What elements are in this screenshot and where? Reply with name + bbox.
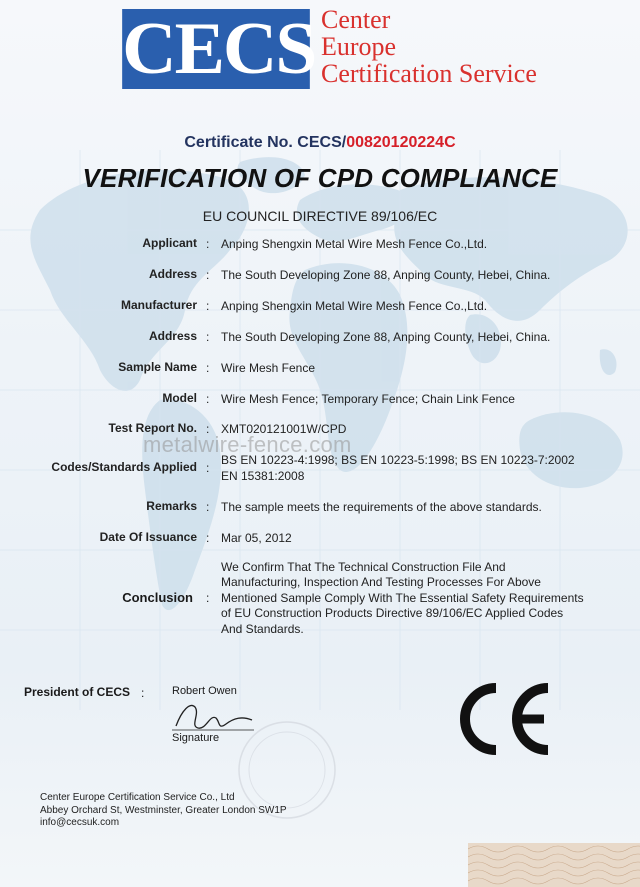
conclusion-line: We Confirm That The Technical Construction File And xyxy=(221,560,506,574)
standards-line: BS EN 10223-4:1998; BS EN 10223-5:1998; BS EN 10223-7:2002 xyxy=(221,453,575,467)
president-name: Robert Owen xyxy=(172,685,237,697)
conclusion-label: Conclusion xyxy=(122,590,193,605)
field-colon: : xyxy=(206,361,210,375)
issuer-footer xyxy=(40,792,287,830)
page-title: VERIFICATION OF CPD COMPLIANCE xyxy=(82,163,558,193)
field-value-manufacturer-address: The South Developing Zone 88, Anping County, Hebei, China. xyxy=(221,330,551,344)
certificate-number xyxy=(0,134,640,152)
certificate-number-value: 00820120224C xyxy=(346,134,456,151)
field-colon: : xyxy=(206,461,210,475)
field-value-test-report: XMT020121001W/CPD xyxy=(221,422,347,436)
field-label-model: Model xyxy=(162,391,197,405)
guilloche-border xyxy=(468,843,640,887)
field-value-address: The South Developing Zone 88, Anping County, Hebei, China. xyxy=(221,268,551,282)
signature-label: Signature xyxy=(172,732,220,744)
field-colon: : xyxy=(206,237,210,251)
conclusion-line: And Standards. xyxy=(221,621,304,636)
field-value-date: Mar 05, 2012 xyxy=(221,531,292,545)
cecs-logo: CECS xyxy=(122,8,316,90)
field-value-sample-name: Wire Mesh Fence xyxy=(221,361,316,375)
footer-address: Abbey Orchard St, Westminster, Greater London SW1P xyxy=(40,804,287,816)
conclusion-line: Mentioned Sample Comply With The Essential Safety Requirements xyxy=(221,590,584,605)
standards-line: EN 15381:2008 xyxy=(221,469,305,483)
conclusion-line: Manufacturing, Inspection And Testing Processes For Above xyxy=(221,575,541,590)
field-label-standards: Codes/Standards Applied xyxy=(51,460,197,474)
logo-word-europe: Europe xyxy=(321,32,397,61)
field-value-manufacturer: Anping Shengxin Metal Wire Mesh Fence Co.,Ltd. xyxy=(221,299,488,313)
field-label-date: Date Of Issuance xyxy=(99,530,197,544)
field-colon: : xyxy=(206,500,210,514)
field-colon: : xyxy=(206,268,210,282)
directive-subtitle: EU COUNCIL DIRECTIVE 89/106/EC xyxy=(202,208,438,224)
field-colon: : xyxy=(206,422,210,436)
field-colon: : xyxy=(141,686,145,700)
logo-word-center: Center xyxy=(321,5,391,34)
field-label-remarks: Remarks xyxy=(146,499,197,513)
ce-mark-icon xyxy=(448,680,554,758)
certificate-number-prefix: Certificate No. CECS/ xyxy=(184,134,347,151)
field-value-applicant: Anping Shengxin Metal Wire Mesh Fence Co.,Ltd. xyxy=(221,237,488,251)
footer-email: info@cecsuk.com xyxy=(40,817,120,828)
field-colon: : xyxy=(206,531,210,545)
logo-wordmark xyxy=(321,6,537,87)
field-colon: : xyxy=(206,591,210,605)
field-colon: : xyxy=(206,392,210,406)
field-label-manufacturer-address: Address xyxy=(148,329,197,343)
logo-word-certification-service: Certification Service xyxy=(321,59,537,88)
field-label-sample-name: Sample Name xyxy=(118,360,197,374)
conclusion-text xyxy=(221,560,601,637)
field-value-remarks: The sample meets the requirements of the above standards. xyxy=(221,500,542,514)
field-value-model: Wire Mesh Fence; Temporary Fence; Chain Link Fence xyxy=(221,392,515,406)
president-label: President of CECS xyxy=(24,685,131,699)
field-label-test-report: Test Report No. xyxy=(108,421,197,435)
field-colon: : xyxy=(206,330,210,344)
conclusion-line: of EU Construction Products Directive 89/106/EC Applied Codes xyxy=(221,606,564,621)
footer-company: Center Europe Certification Service Co., Ltd xyxy=(40,792,235,803)
field-label-applicant: Applicant xyxy=(142,236,197,250)
field-label-address: Address xyxy=(148,267,197,281)
field-label-manufacturer: Manufacturer xyxy=(120,298,197,312)
field-colon: : xyxy=(206,299,210,313)
watermark-text: metalwire-fence.com xyxy=(143,432,352,457)
